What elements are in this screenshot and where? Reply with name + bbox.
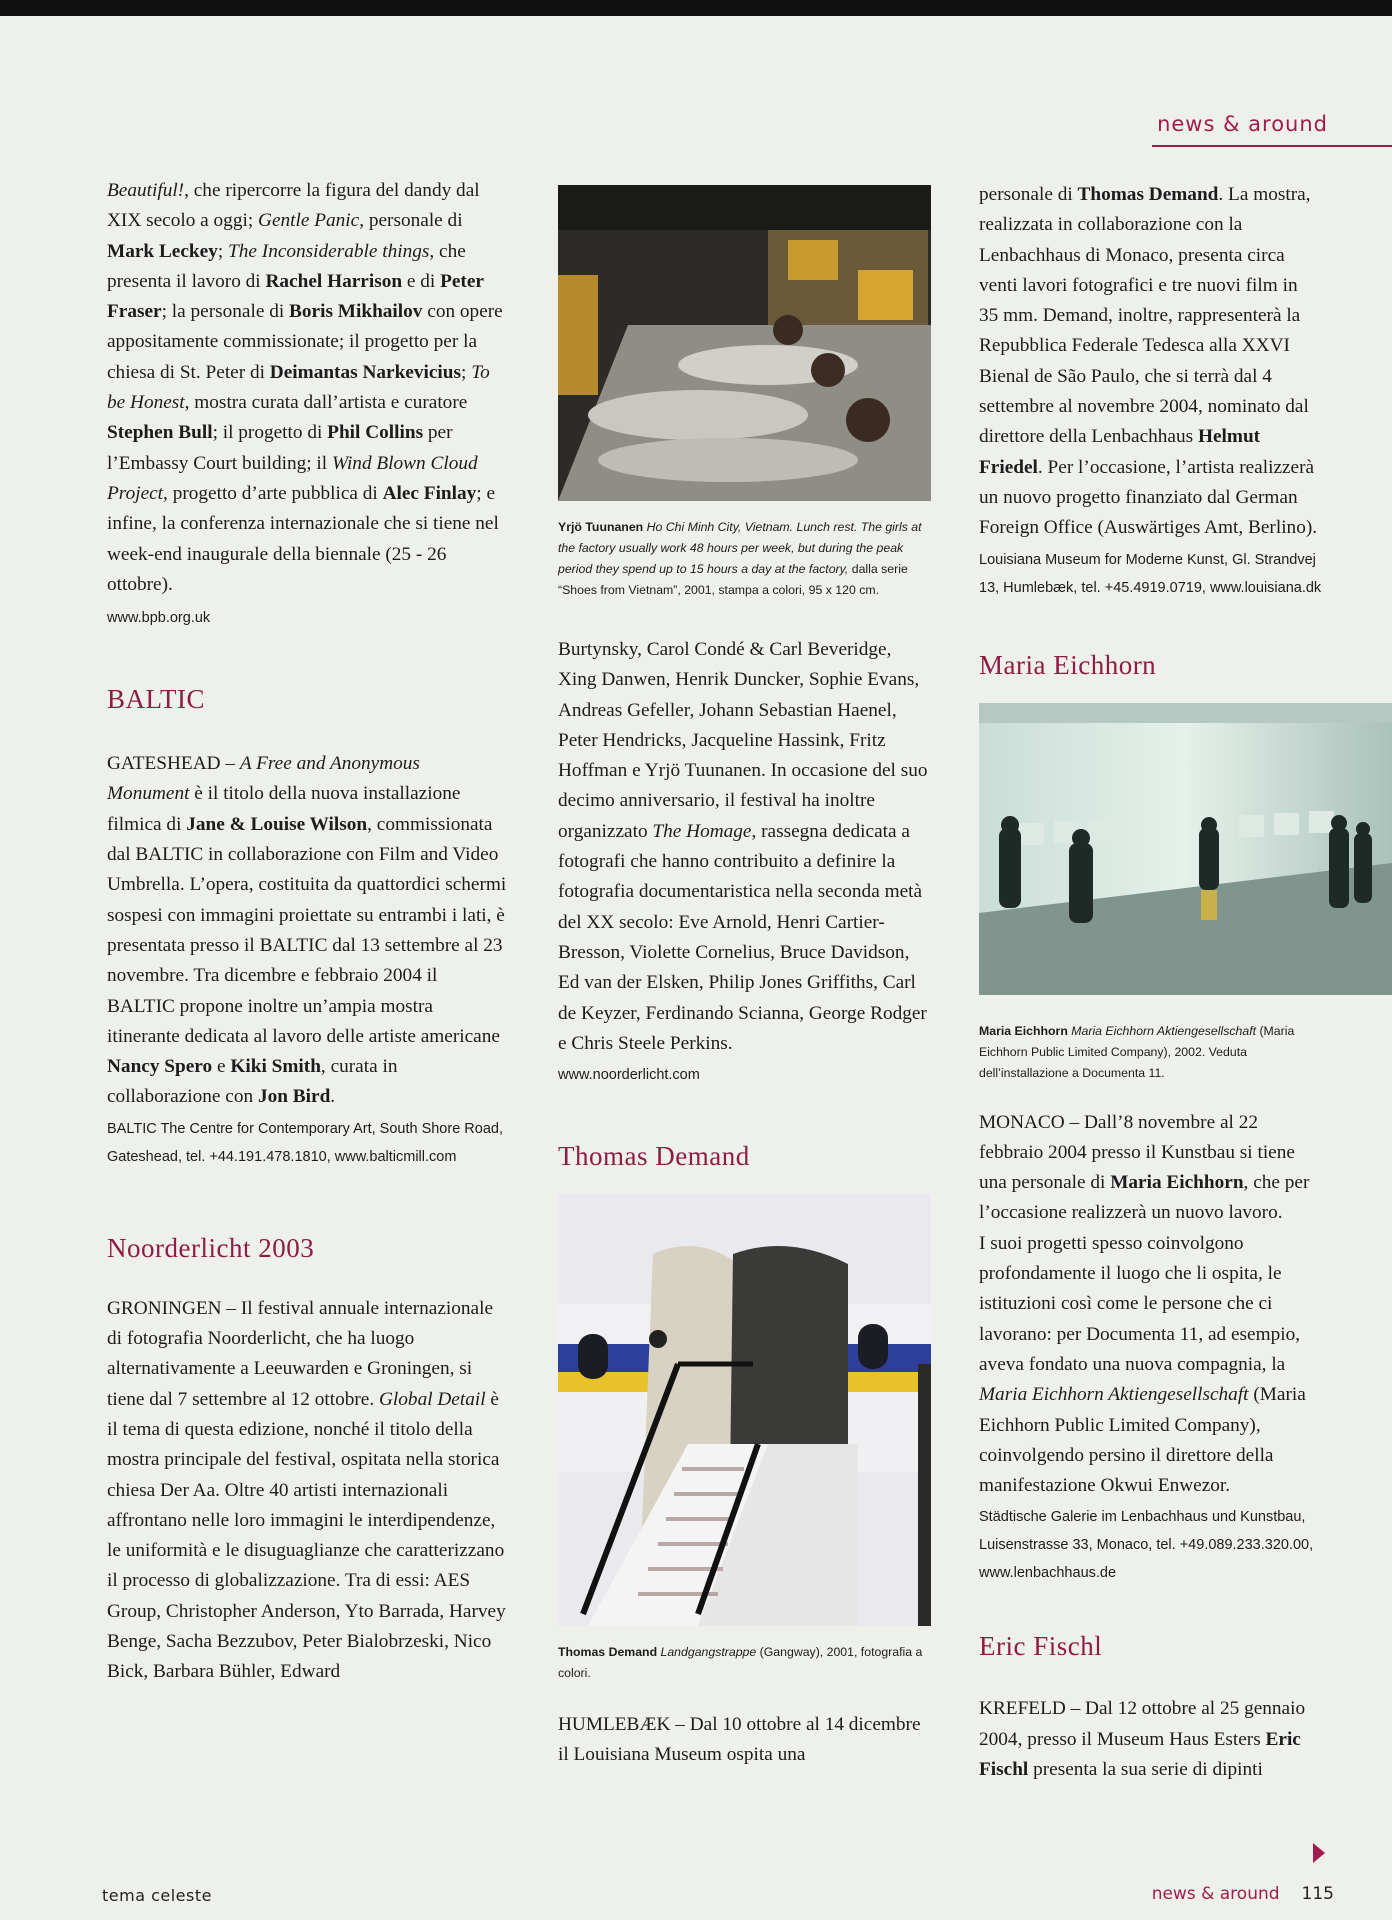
text: (Maria Eichhorn Public Limited Company), coinvolgendo persino il direttore della manifestazione Okwui Enwezor. [979,1384,1306,1497]
text: e [212,1056,231,1078]
text: MONACO – Dall’8 novembre al 22 febbraio 2004 presso il Kunstbau si tiene una personale di [979,1111,1295,1194]
text: è il tema di questa edizione, nonché il titolo della mostra principale del festival, ospitata nella storica chiesa Der Aa. Oltre 40 artisti internazionali affrontano nelle loro immagini le interdipendenze, le uniformità e le disuguaglianze che caratterizzano il processo di globalizzazione. Tra di essi: AES Group, Christopher Anderson, Yto Barrada, Harvey Benge, Sacha Bezzubov, Peter Bialobrzeski, Nico Bick, Barbara Bühler, Edward [107,1388,506,1683]
caption-text: (Maria Eichhorn Public Limited Company), 2002. Veduta dell’installazione a Documenta 11. [979,1023,1295,1080]
triangle-right-icon [1313,1843,1325,1863]
eichhorn-text [979,1108,1324,1502]
artist-name: Stephen Bull [107,422,213,444]
photo-gangway-caption [558,1642,934,1684]
footer-section: news & around [1151,1884,1280,1904]
installation-photo-image [979,703,1392,995]
caption-artist: Yrjö Tuunanen [558,520,644,534]
column-1 [107,176,507,1688]
italic-title: A Free and Anonymous Monument [107,753,420,805]
artist-name: Thomas Demand [1077,184,1219,205]
photo-gangway [558,1194,931,1626]
demand-text: HUMLEBÆK – Dal 10 ottobre al 14 dicembre il Louisiana Museum ospita una [558,1714,921,1766]
italic-title: Global Detail [379,1388,486,1410]
text: è il titolo della nuova installazione filmica di [107,783,461,835]
text: , che presenta il lavoro di [107,240,466,292]
baltic-info: BALTIC The Centre for Contemporary Art, South Shore Road, Gateshead, tel. +44.191.478.1810, www.balticmill.com [107,1120,503,1165]
artist-name: Rachel Harrison [265,270,403,292]
text: , che per l’occasione realizzerà un nuovo lavoro. [979,1172,1310,1224]
text: GRONINGEN – Il festival annuale internazionale di fotografia Noorderlicht, che ha luogo alternativamente a Leeuwarden e Groningen, si tiene dal 7 settembre al 12 ottobre. [107,1297,494,1410]
text: per l’Embassy Court building; il [107,422,453,474]
caption-text: (Gangway), 2001, fotografia a colori. [558,1645,923,1681]
caption-title: Maria Eichhorn Aktiengesellschaft [1071,1023,1257,1038]
lenbachhaus-info: Städtische Galerie im Lenbachhaus und Kunstbau, Luisenstrasse 33, Monaco, tel. +49.089.233.320.00, www.lenbachhaus.de [979,1509,1314,1582]
italic-title: Maria Eichhorn Aktiengesellschaft [979,1384,1249,1406]
text: . La mostra, realizzata in collaborazione con la Lenbachhaus di Monaco, presenta circa venti lavori fotografici e tre nuovi film in 35 mm. Demand, inoltre, rappresenterà la Repubblica Federale Tedesca alla XXVI Bienal de São Paulo, che si terrà dal 4 settembre al novembre 2004, nominato dal direttore della Lenbachhaus [979,184,1311,448]
page-top-edge [0,0,1392,16]
text: presenta la sua serie di dipinti [1028,1759,1263,1781]
text: I suoi progetti spesso coinvolgono profondamente il luogo che li ospita, le istituzioni così come le persone che ci lavorano: per Documenta 11, ad esempio, aveva fondato una nuova compagnia, la [979,1232,1301,1375]
italic-title: Beautiful! [107,180,185,201]
artist-name: Maria Eichhorn [1110,1172,1244,1194]
heading-baltic: BALTIC [107,684,206,715]
fischl-text [979,1694,1324,1785]
text: ; [461,361,472,383]
section-tag: news & around [1157,112,1328,136]
italic-title: Gentle Panic [258,210,360,232]
biennale-url[interactable]: www.bpb.org.uk [107,610,211,627]
text: , commissionata dal BALTIC in collaborazione con Film and Video Umbrella. L’opera, costituita da quattordici schermi sospesi con immagini proiettate su entrambi i lati, è presentata presso il BALTIC dal 13 settembre al 23 novembre. Tra dicembre e febbraio 2004 il BALTIC propone inoltre un’ampia mostra itinerante dedicata al lavoro delle artiste americane [107,813,507,1047]
text: , personale di [359,210,463,232]
artist-name: Mark Leckey [107,240,218,262]
demand-continued-text [979,180,1319,544]
footer-right [1152,1884,1334,1904]
text: Burtynsky, Carol Condé & Carl Beveridge, Xing Danwen, Henrik Duncker, Sophie Evans, Andreas Gefeller, Johann Sebastian Haenel, Peter Hendricks, Jacqueline Hassink, Fritz Hoffman e Yrjö Tuunanen. In occasione del suo decimo anniversario, il festival ha inoltre organizzato [558,639,928,842]
italic-title: The Homage [652,820,752,842]
column-3 [979,180,1392,1785]
caption-title: Landgangstrappe [660,1645,757,1660]
artist-name: Nancy Spero [107,1056,213,1078]
artist-name: Peter Fraser [107,270,484,323]
caption-title: Ho Chi Minh City, Vietnam. Lunch rest. The girls at the factory usually work 48 hours per week, but during the peak period they spend up to 15 hours a day at the factory, [558,520,922,576]
text: GATESHEAD – [107,753,240,775]
photo-factory-caption [558,517,934,601]
photo-installation-caption [979,1021,1319,1084]
caption-artist: Thomas Demand [558,1645,658,1660]
artist-name: Jon Bird [257,1086,331,1108]
page-number: 115 [1301,1884,1334,1904]
gangway-photo-image [558,1194,931,1626]
heading-thomas-demand: Thomas Demand [558,1141,750,1172]
noorderlicht-continued-text [558,635,934,1059]
heading-noorderlicht: Noorderlicht 2003 [107,1232,315,1263]
artist-name: Phil Collins [327,422,424,444]
artist-name: Eric Fischl [979,1728,1301,1781]
caption-text: dalla serie “Shoes from Vietnam”, 2001, stampa a colori, 95 x 120 cm. [558,562,908,597]
photo-installation [979,703,1392,995]
noorderlicht-url[interactable]: www.noorderlicht.com [558,1067,700,1084]
artist-name: Deimantas Narkevicius [269,361,461,383]
text: ; e infine, la conferenza internazionale che si tiene nel week-end inaugurale della biennale (25 - 26 ottobre). [107,482,499,595]
text: . Per l’occasione, l’artista realizzerà un nuovo progetto finanziato dal German Foreign Office (Auswärtiges Amt, Berlino). [979,456,1318,539]
text: , progetto d’arte pubblica di [163,482,383,504]
italic-title: To be Honest [107,361,490,414]
text: personale di [979,184,1078,205]
artist-name: Kiki Smith [230,1056,321,1078]
caption-artist: Maria Eichhorn [979,1023,1068,1038]
text: , mostra curata dall’artista e curatore [184,392,468,414]
text: ; la personale di [161,301,290,323]
column-2 [558,185,934,1771]
louisiana-info: Louisiana Museum for Moderne Kunst, Gl. Strandvej 13, Humlebæk, tel. +45.4919.0719, www.louisiana.dk [979,551,1322,596]
artist-name: Alec Finlay [382,482,477,504]
baltic-text [107,749,507,1113]
photo-factory-workers [558,185,931,501]
text: con opere appositamente commissionate; il progetto per la chiesa di St. Peter di [107,301,503,383]
text: ; [217,240,229,262]
heading-maria-eichhorn: Maria Eichhorn [979,649,1157,680]
artist-name: Boris Mikhailov [289,301,423,323]
person-name: Helmut Friedel [979,426,1261,478]
text: KREFELD – Dal 12 ottobre al 25 gennaio 2004, presso il Museum Haus Esters [979,1698,1306,1750]
italic-title: Wind Blown Cloud Project [107,452,478,504]
biennale-continued-text [107,176,507,600]
italic-title: The Inconsiderable things [228,240,430,262]
text: , curata in collaborazione con [107,1056,398,1108]
heading-eric-fischl: Eric Fischl [979,1631,1103,1662]
text: , che ripercorre la figura del dandy dal XIX secolo a oggi; [107,180,480,232]
text: . [330,1086,336,1108]
section-rule [1152,145,1392,147]
footer-magazine-name: tema celeste [102,1886,212,1905]
artist-name: Jane & Louise Wilson [186,813,368,835]
factory-photo-image [558,185,931,501]
text: e di [402,270,441,292]
text: , rassegna dedicata a fotografi che hanno contribuito a definire la fotografia documentaristica nella seconda metà del XX secolo: Eve Arnold, Henri Cartier-Bresson, Violette Cornelius, Bruce Davidson, Ed van der Elsken, Philip Jones Griffiths, Carl de Keyzer, Ferdinando Scianna, George Rodger e Chris Steele Perkins. [558,820,927,1054]
text: ; il progetto di [212,422,328,444]
noorderlicht-text [107,1294,507,1688]
